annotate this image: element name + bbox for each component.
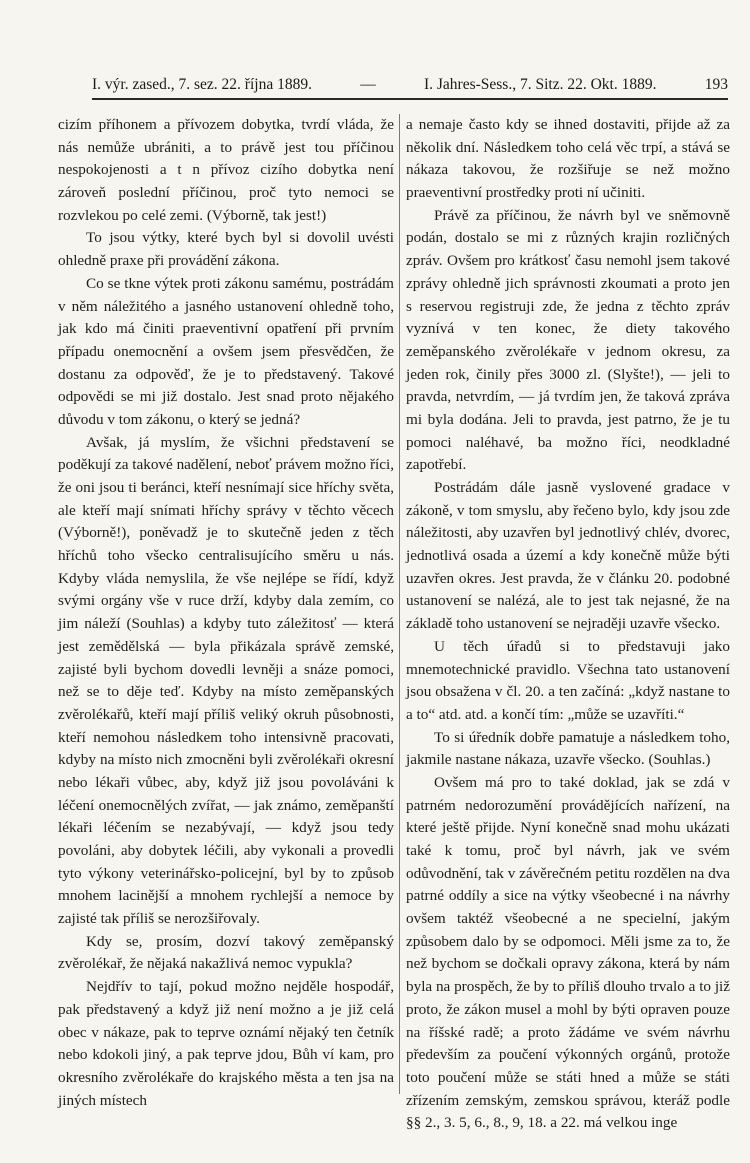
paragraph: cizím příhonem a přívozem dobytka, tvrdí vláda, že nás nemůže ubrániti, a to právě jest tou příčinou nespokojenosti a t n přívoz cizího dobytka není zároveň poslední příčinou, proč tyto nemoci se rozvlekou po celé zemi. (Výborně, tak jest!): [58, 116, 394, 224]
column-divider: [399, 114, 400, 1094]
paragraph: U těch úřadů si to představuji jako mnemotechnické pravidlo. Všechna tato ustanovení jsou obsažena v čl. 20. a ten začíná: „když nastane to a to“ atd. atd. a končí tím: „může se uzavříti.“: [406, 637, 730, 723]
header-separator: —: [360, 76, 376, 93]
paragraph: Co se tkne výtek proti zákonu samému, postrádám v něm náležitého a jasného ustanovení ohledně toho, jak kdo má činiti praeventivní opatření při prvním případu onemocnění a ovšem jsem přesvědčen, že dostanu za odpověď, že je to představený. Takové odpovědi se mi již dostalo. Jest snad proto nějakého důvodu v tom zákonu, o který se jedná?: [58, 274, 394, 428]
paragraph: Právě za příčinou, že návrh byl ve sněmovně podán, dostalo se mi z různých krajin rozličných zpráv. Ovšem pro krátkosť času nemohl jsem takové zprávy ohledně jich správnosti zkoumati a proto jen s reservou registruji zde, že jedna z těchto zpráv vyznívá v ten konec, že diety takového zeměpanského zvěrolékaře v jednom okresu, za jeden rok, činily přes 3000 zl. (Slyšte!), — jeli to pravda, netvrdím, — já tvrdím jen, že taková zpráva mi byla dodána. Jeli to pravda, jest patrno, že je tu pomoci naléhavé, ba možno říci, neodkladné zapotřebí.: [406, 206, 730, 474]
paragraph: Kdy se, prosím, dozví takový zeměpanský zvěrolékař, že nějaká nakažlivá nemoc vypukla?: [58, 932, 394, 973]
running-header: [92, 76, 728, 94]
header-left: I. výr. zased., 7. sez. 22. října 1889.: [92, 76, 312, 93]
paragraph: Nejdřív to tají, pokud možno nejděle hospodář, pak představený a když již není možno a je již celá obec v nákaze, pak to teprve oznámí nějaký ten četník nebo kdokoli jiný, a pak teprve jdou, Bůh ví kam, pro okresního zvěrolékaře do krajského města a ten jsa na jiných místech: [58, 978, 394, 1109]
paragraph: To si úředník dobře pamatuje a následkem toho, jakmile nastane nákaza, uzavře všecko. (Souhlas.): [406, 728, 730, 769]
paragraph: Postrádám dále jasně vyslovené gradace v zákoně, v tom smyslu, aby řečeno bylo, kdy jsou zde náležitosti, aby uzavřen byl jednotlivý chlév, dvorec, jednotlivá osada a území a kdy konečně může býti uzavřen okres. Jest pravda, že v článku 20. podobné ustanovení se nalézá, ale to jest tak nejasné, že na základě toho ustanovení se nejraději uzavře všecko.: [406, 479, 730, 633]
page-number: 193: [704, 76, 728, 93]
header-rule: [92, 98, 728, 100]
header-right: I. Jahres-Sess., 7. Sitz. 22. Okt. 1889.: [423, 76, 657, 93]
right-column: [406, 114, 730, 1135]
paragraph: a nemaje často kdy se ihned dostaviti, přijde až za několik dní. Následkem toho celá věc trpí, a stává se nákaza takovou, že rozšiřuje se než možno praeventivní prostředky proti ní učiniti.: [406, 116, 730, 202]
paragraph: Avšak, já myslím, že všichni představení se poděkují za takové nadělení, neboť právem možno říci, že oni jsou ti beránci, kteří nesnímají sice hříchy světa, ale kteří mají snímati hříchy správy v těchto věcech (Výborně!), poněvadž je to skutečně jeden z těch hříchů toho všecko centralisujícího směru u nás. Kdyby vláda nemyslila, že vše nejlépe se řídí, když svými orgány vše v ruce drží, kdyby dala zemím, co jim náleží (Souhlas) a kdyby tuto záležitosť — která jest zemědělská — byla přikázala správě zemské, zajisté byli bychom dovedli levněji a snáze pomoci, než se to děje teď. Kdyby na místo zeměpanských zvěrolékařů, kteří mají příliš veliký okruh působnosti, kteří nemohou následkem toho intensivně pracovati, kdyby na místo nich zmocněni byli zvěrolékaři okresní nebo lékaři vůbec, aby, když již jsou povoláváni k léčení onemocnělých zvířat, — jak známo, zeměpanští lékaři léčením se nezabývají, — když jsou tedy povoláni, aby dobytek léčili, aby vykonali a provedli tyto výkony veterinářsko-policejní, byl by to způsob mnohem lacinější a mnohem rychlejší a nemoce by zajisté tak příliš se nerozšiřovaly.: [58, 433, 394, 928]
paragraph: Ovšem má pro to také doklad, jak se zdá v patrném nedorozumění provádějících nařízení, na které ještě přijde. Nyní konečně snad mohu ukázati také k tomu, proč byl návrh, jak ve svém odůvodnění, tak v závěrečném petitu rozdělen na dva patrné oddíly a sice na výtky všeobecné i na návrhy ovšem taktéž všeobecné a ne specielní, jakým způsobem dalo by se odpomoci. Měli jsme za to, že než bychom se dočkali opravy zákona, která by nám byla na prospěch, že by to příliš dlouho trvalo a to již proto, že zákon musel a mohl by býti opraven pouze na říšské radě; a proto žádáme ve svém návrhu především za poučení výkonných orgánů, protože toto poučení může se státi hned a může se státi zřízením zemským, zemskou správou, kteráž podle §§ 2., 3. 5, 6., 8., 9, 18. a 22. má velkou inge: [406, 773, 730, 1132]
paragraph: To jsou výtky, které bych byl si dovolil uvésti ohledně praxe při provádění zákona.: [58, 229, 394, 270]
left-column: [58, 114, 394, 1112]
